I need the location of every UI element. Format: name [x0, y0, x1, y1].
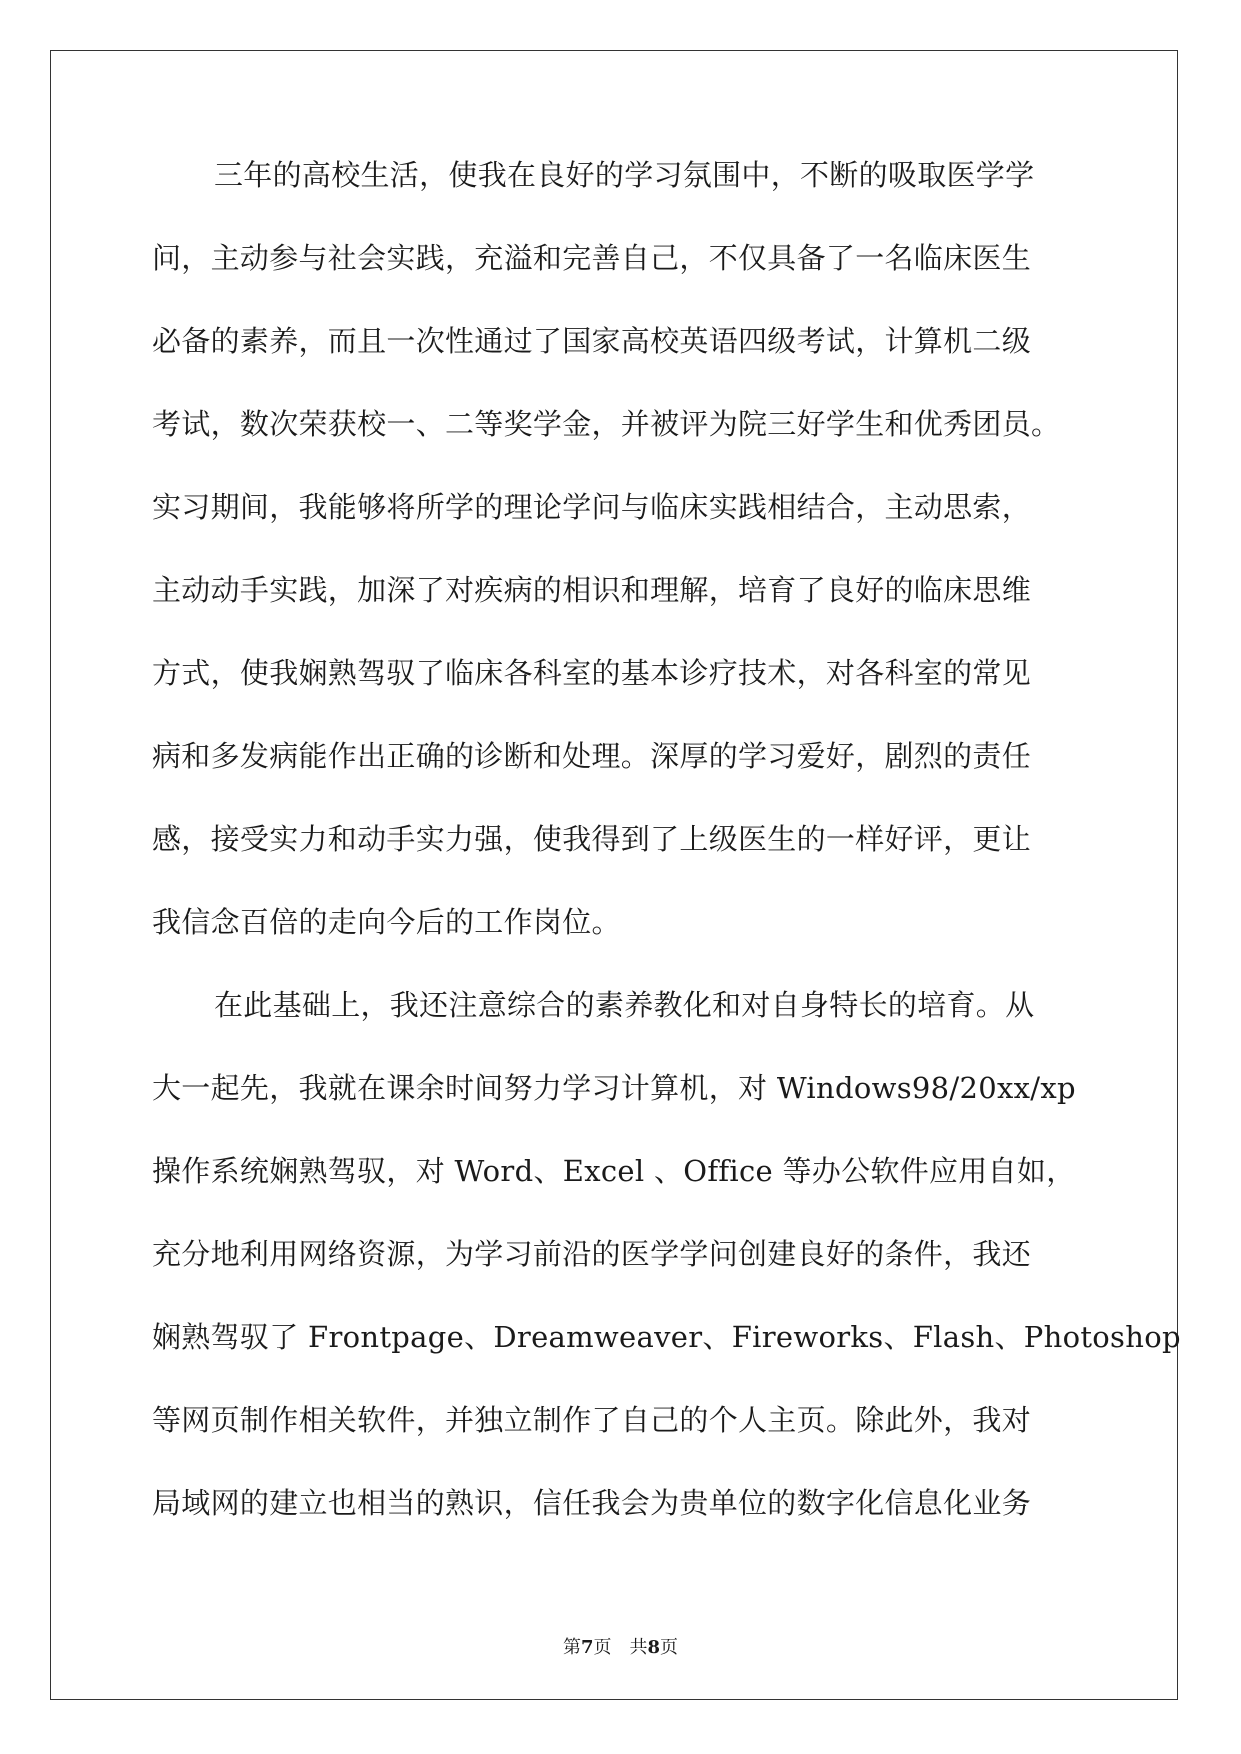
paragraph-line: 操作系统娴熟驾驭，对 Word、Excel 、Office 等办公软件应用自如， — [152, 1154, 1076, 1188]
paragraph-2 — [152, 985, 1181, 1566]
paragraph-line: 娴熟驾驭了 Frontpage、Dreamweaver、Fireworks、Flash、Photoshop — [152, 1320, 1181, 1354]
paragraph-line: 必备的素养，而且一次性通过了国家高校英语四级考试，计算机二级 — [152, 324, 1032, 358]
total-suffix: 页 — [660, 1637, 679, 1658]
paragraph-line: 三年的高校生活，使我在良好的学习氛围中，不断的吸取医学学 — [214, 158, 1035, 192]
paragraph-line: 我信念百倍的走向今后的工作岗位。 — [152, 905, 621, 939]
paragraph-line: 充分地利用网络资源，为学习前沿的医学学问创建良好的条件，我还 — [152, 1237, 1032, 1271]
page-prefix: 第 — [562, 1637, 581, 1658]
total-page-number: 8 — [647, 1637, 661, 1658]
paragraph-line: 等网页制作相关软件，并独立制作了自己的个人主页。除此外，我对 — [152, 1403, 1032, 1437]
total-prefix: 共 — [629, 1637, 648, 1658]
page-suffix: 页 — [593, 1637, 612, 1658]
paragraph-line: 实习期间，我能够将所学的理论学问与临床实践相结合，主动思索， — [152, 490, 1032, 524]
paragraph-1 — [152, 155, 1087, 985]
paragraph-line: 考试，数次荣获校一、二等奖学金，并被评为院三好学生和优秀团员。 — [152, 407, 1061, 441]
paragraph-line: 方式，使我娴熟驾驭了临床各科室的基本诊疗技术，对各科室的常见 — [152, 656, 1032, 690]
document-body — [152, 155, 1181, 1566]
paragraph-line: 主动动手实践，加深了对疾病的相识和理解，培育了良好的临床思维 — [152, 573, 1032, 607]
paragraph-line: 大一起先，我就在课余时间努力学习计算机，对 Windows98/20xx/xp — [152, 1071, 1076, 1105]
paragraph-line: 在此基础上，我还注意综合的素养教化和对自身特长的培育。从 — [214, 988, 1035, 1022]
current-page-number: 7 — [580, 1637, 594, 1658]
paragraph-line: 局域网的建立也相当的熟识，信任我会为贵单位的数字化信息化业务 — [152, 1486, 1032, 1520]
page-footer — [0, 1636, 1241, 1660]
paragraph-line: 病和多发病能作出正确的诊断和处理。深厚的学习爱好，剧烈的责任 — [152, 739, 1032, 773]
paragraph-line: 感，接受实力和动手实力强，使我得到了上级医生的一样好评，更让 — [152, 822, 1032, 856]
paragraph-line: 问，主动参与社会实践，充溢和完善自己，不仅具备了一名临床医生 — [152, 241, 1032, 275]
